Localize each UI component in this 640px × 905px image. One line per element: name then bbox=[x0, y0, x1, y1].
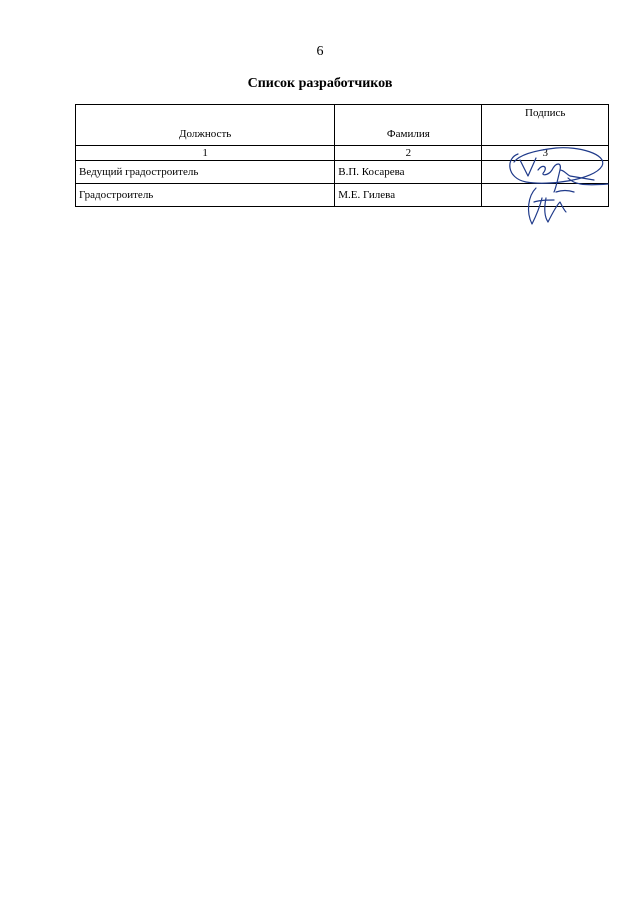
table-row bbox=[76, 184, 609, 207]
column-number-1: 1 bbox=[76, 146, 335, 161]
row-position: Градостроитель bbox=[76, 184, 335, 207]
row-position: Ведущий градостроитель bbox=[76, 161, 335, 184]
developers-table bbox=[75, 104, 609, 207]
column-number-3: 3 bbox=[482, 146, 609, 161]
row-signature-cell bbox=[482, 184, 609, 207]
row-signature-cell bbox=[482, 161, 609, 184]
column-number-2: 2 bbox=[335, 146, 482, 161]
header-signature: Подпись bbox=[482, 105, 609, 146]
column-number-row bbox=[76, 146, 609, 161]
table-header-row bbox=[76, 105, 609, 146]
header-position: Должность bbox=[76, 105, 335, 146]
page-number: 6 bbox=[316, 44, 324, 59]
table-row bbox=[76, 161, 609, 184]
row-surname: М.Е. Гилева bbox=[335, 184, 482, 207]
header-surname: Фамилия bbox=[335, 105, 482, 146]
document-title: Список разработчиков bbox=[247, 76, 393, 91]
row-surname: В.П. Косарева bbox=[335, 161, 482, 184]
